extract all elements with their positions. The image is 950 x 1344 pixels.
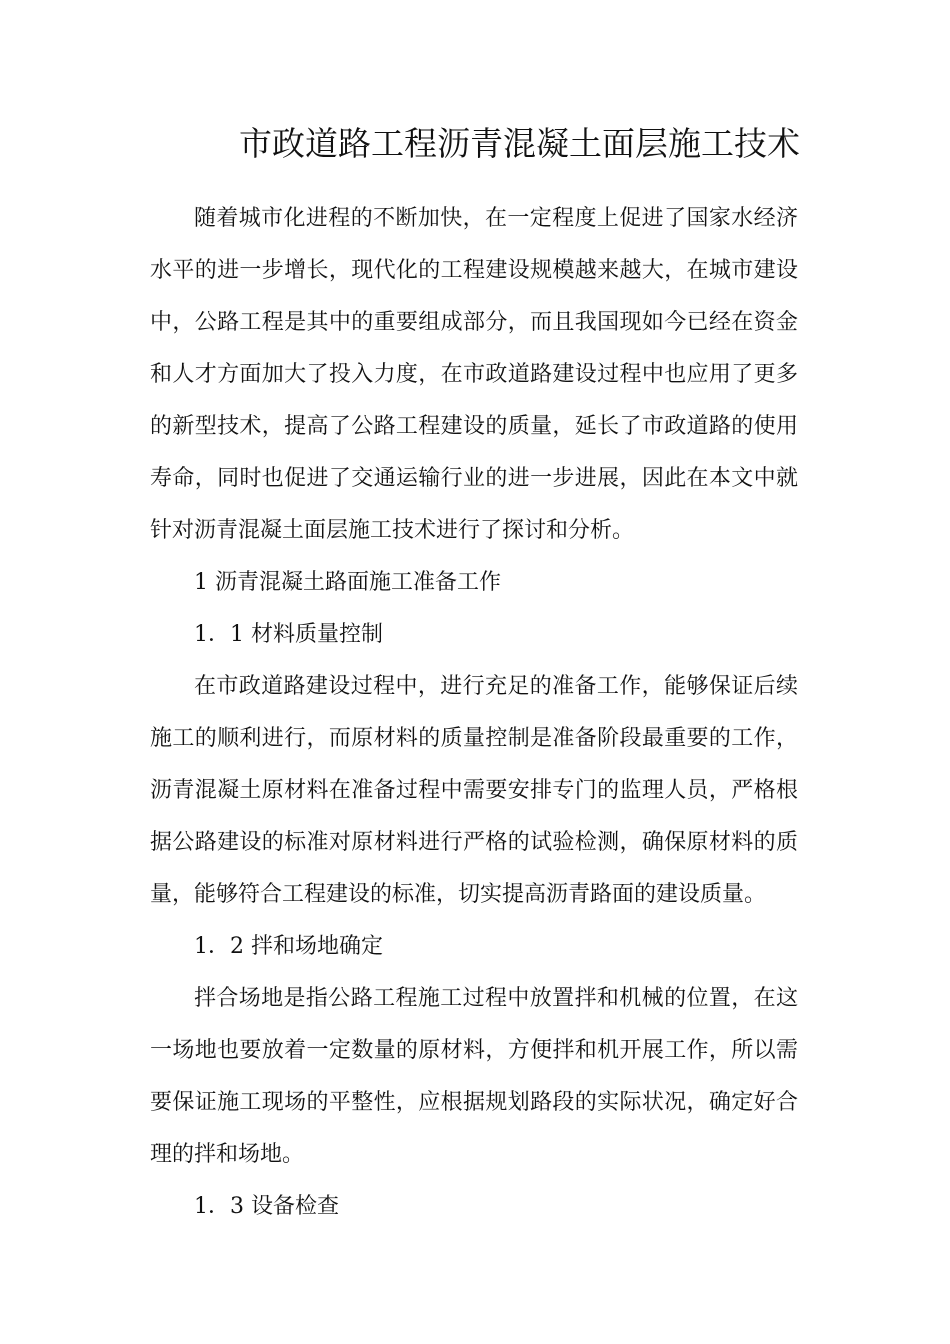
subsection-1-1-heading: 1．1 材料质量控制	[194, 622, 383, 647]
subsection-1-2-paragraph: 拌合场地是指公路工程施工过程中放置拌和机械的位置，在这一场地也要放着一定数量的原材料，方便拌和机开展工作，所以需要保证施工现场的平整性，应根据规划路段的实际状况，确定好合理的拌和场地。	[150, 986, 798, 1167]
document-title: 市政道路工程沥青混凝土面层施工技术	[239, 124, 800, 163]
subsection-1-3-heading: 1．3 设备检查	[194, 1194, 339, 1219]
section-1-heading: 1 沥青混凝土路面施工准备工作	[194, 570, 501, 595]
subsection-1-1-paragraph: 在市政道路建设过程中，进行充足的准备工作，能够保证后续施工的顺利进行，而原材料的质量控制是准备阶段最重要的工作，沥青混凝土原材料在准备过程中需要安排专门的监理人员，严格根据公路建设的标准对原材料进行严格的试验检测，确保原材料的质量，能够符合工程建设的标准，切实提高沥青路面的建设质量。	[150, 674, 798, 907]
intro-paragraph: 随着城市化进程的不断加快，在一定程度上促进了国家水经济水平的进一步增长，现代化的工程建设规模越来越大，在城市建设中，公路工程是其中的重要组成部分，而且我国现如今已经在资金和人才方面加大了投入力度，在市政道路建设过程中也应用了更多的新型技术，提高了公路工程建设的质量，延长了市政道路的使用寿命，同时也促进了交通运输行业的进一步进展，因此在本文中就针对沥青混凝土面层施工技术进行了探讨和分析。	[150, 206, 798, 543]
subsection-1-2-heading: 1．2 拌和场地确定	[194, 934, 383, 959]
document-body	[150, 193, 798, 1233]
